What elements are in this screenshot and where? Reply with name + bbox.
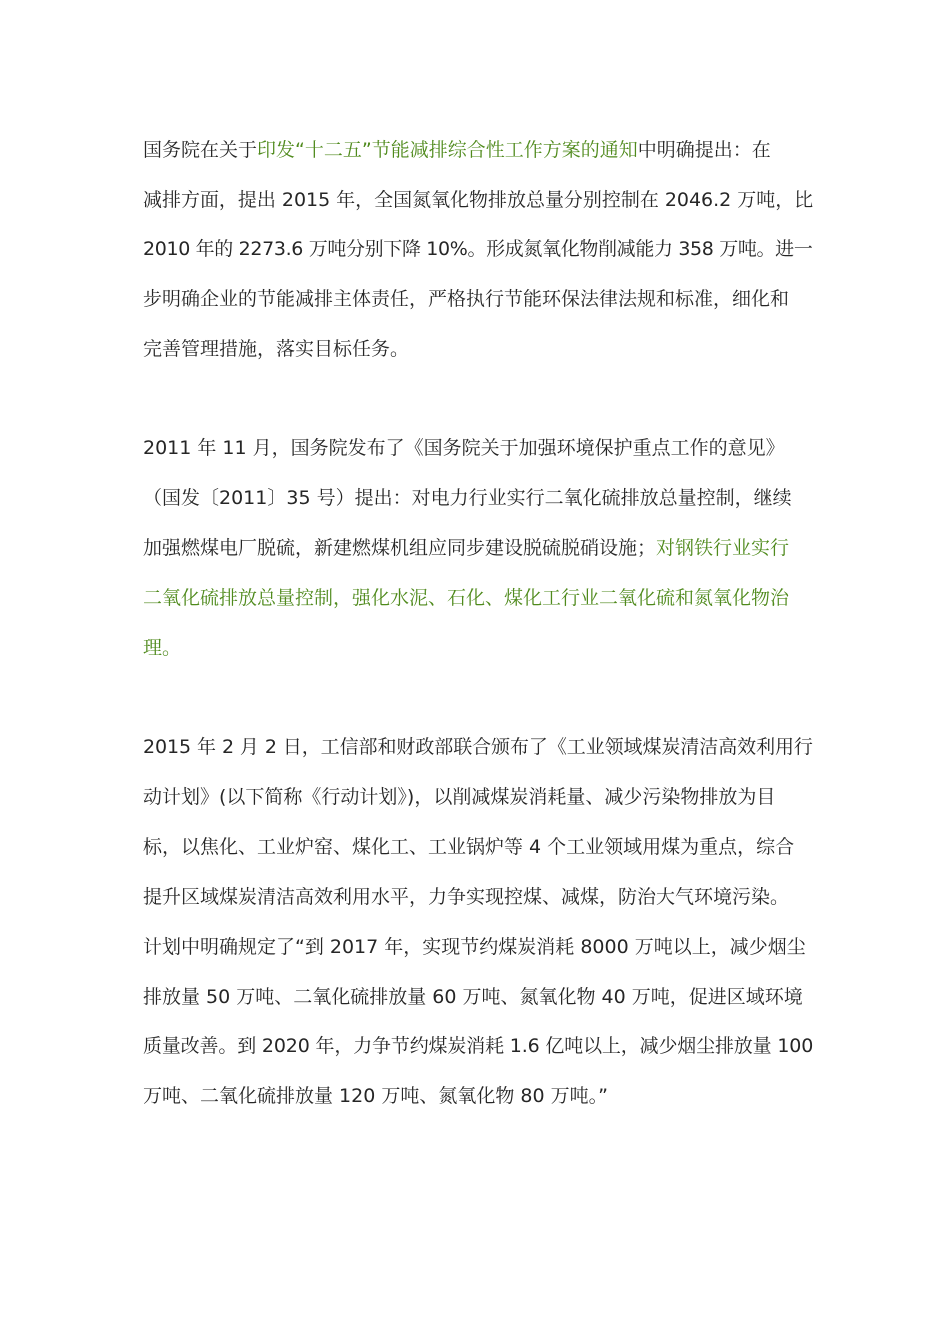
text-line [143,884,813,910]
text-segment: 2010 年的 2273.6 万吨分别下降 10%。形成氮氧化物削减能力 358 万吨。进一 [143,238,813,260]
text-segment: 计划中明确规定了“到 2017 年，实现节约煤炭消耗 8000 万吨以上，减少烟尘 [143,936,806,958]
text-line [143,236,813,262]
text-segment: 排放量 50 万吨、二氧化硫排放量 60 万吨、氮氧化物 40 万吨，促进区域环境 [143,986,803,1008]
highlighted-text: 印发“十二五”节能减排综合性工作方案的通知 [257,139,638,161]
highlighted-text: 对钢铁行业实行 [656,537,790,559]
text-line [143,834,813,860]
text-line [143,435,813,461]
text-line [143,984,813,1010]
text-segment: 动计划》(以下简称《行动计划》)，以削减煤炭消耗量、减少污染物排放为目 [143,786,776,808]
text-segment: 国务院在关于 [143,139,258,161]
text-segment: 减排方面，提出 2015 年，全国氮氧化物排放总量分别控制在 2046.2 万吨，比 [143,189,814,211]
text-segment: （国发〔2011〕35 号）提出：对电力行业实行二氧化硫排放总量控制，继续 [143,487,792,509]
text-line [143,1083,813,1109]
text-line [143,734,813,760]
text-line [143,535,813,561]
text-segment: 2015 年 2 月 2 日，工信部和财政部联合颁布了《工业领域煤炭清洁高效利用行 [143,736,813,758]
text-line [143,286,813,312]
text-line [143,784,813,810]
text-segment: 中明确提出：在 [637,139,771,161]
text-segment: 标，以焦化、工业炉窑、煤化工、工业锅炉等 4 个工业领域用煤为重点，综合 [143,836,795,858]
text-line [143,336,813,362]
text-line [143,585,813,611]
text-line [143,1033,813,1059]
text-line [143,187,813,213]
text-line [143,137,813,163]
text-segment: 步明确企业的节能减排主体责任，严格执行节能环保法律法规和标准，细化和 [143,288,790,310]
text-segment: 加强燃煤电厂脱硫，新建燃煤机组应同步建设脱硫脱硝设施； [143,537,657,559]
text-line [143,934,813,960]
highlighted-text: 二氧化硫排放总量控制，强化水泥、石化、煤化工行业二氧化硫和氮氧化物治 [143,587,790,609]
text-line [143,635,813,661]
text-segment: 质量改善。到 2020 年，力争节约煤炭消耗 1.6 亿吨以上，减少烟尘排放量 100 [143,1035,814,1057]
text-segment: 完善管理措施，落实目标任务。 [143,338,410,360]
text-segment: 提升区域煤炭清洁高效利用水平，力争实现控煤、减煤，防治大气环境污染。 [143,886,790,908]
text-segment: 万吨、二氧化硫排放量 120 万吨、氮氧化物 80 万吨。” [143,1085,608,1107]
text-line [143,485,813,511]
highlighted-text: 理。 [143,637,182,659]
text-segment: 2011 年 11 月，国务院发布了《国务院关于加强环境保护重点工作的意见》 [143,437,785,459]
